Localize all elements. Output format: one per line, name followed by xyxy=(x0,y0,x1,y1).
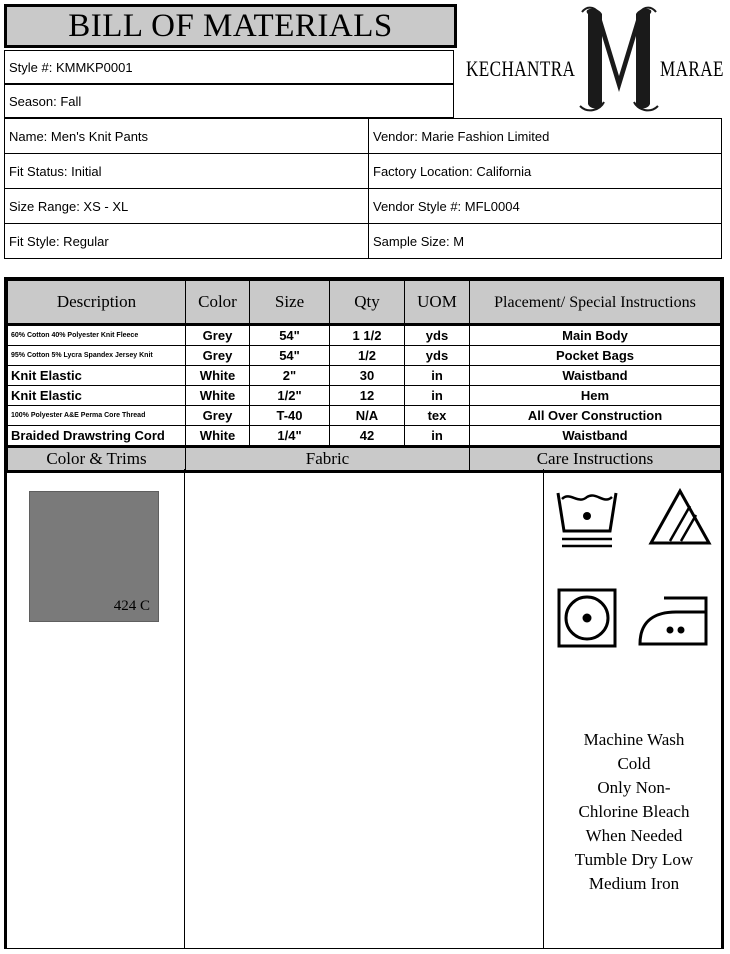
section-header-row xyxy=(8,447,721,472)
cell-uom: yds xyxy=(405,325,470,346)
info-vendor-style: Vendor Style #: MFL0004 xyxy=(369,189,722,224)
cell-color: Grey xyxy=(186,406,250,426)
cell-size: 54" xyxy=(250,346,330,366)
cell-qty: 42 xyxy=(330,426,405,447)
cell-description: Braided Drawstring Cord xyxy=(8,426,186,447)
care-line: Cold xyxy=(617,754,651,773)
section-color-trims: Color & Trims xyxy=(8,447,186,472)
cell-description: Knit Elastic xyxy=(8,386,186,406)
table-row xyxy=(8,426,721,447)
cell-qty: 30 xyxy=(330,366,405,386)
care-line: Only Non- xyxy=(597,778,671,797)
cell-uom: in xyxy=(405,366,470,386)
cell-qty: 1 1/2 xyxy=(330,325,405,346)
cell-size: 1/4" xyxy=(250,426,330,447)
divider-color-fabric xyxy=(184,469,185,948)
monogram-icon xyxy=(578,6,660,112)
col-header-description: Description xyxy=(8,281,186,325)
col-header-placement: Placement/ Special Instructions xyxy=(470,281,721,325)
col-header-color: Color xyxy=(186,281,250,325)
info-size-range: Size Range: XS - XL xyxy=(5,189,369,224)
cell-placement: All Over Construction xyxy=(470,406,721,426)
table-row xyxy=(8,325,721,346)
document-title: BILL OF MATERIALS xyxy=(4,4,457,48)
cell-description: 95% Cotton 5% Lycra Spandex Jersey Knit xyxy=(8,346,186,366)
info-fit-status: Fit Status: Initial xyxy=(5,154,369,189)
brand-logo xyxy=(458,6,728,114)
info-vendor: Vendor: Marie Fashion Limited xyxy=(369,119,722,154)
care-line: Chlorine Bleach xyxy=(578,802,690,821)
wash-cold-icon xyxy=(554,485,620,553)
cell-color: White xyxy=(186,366,250,386)
cell-uom: in xyxy=(405,426,470,447)
col-header-qty: Qty xyxy=(330,281,405,325)
cell-description: Knit Elastic xyxy=(8,366,186,386)
divider-fabric-care xyxy=(543,469,544,948)
cell-placement: Main Body xyxy=(470,325,721,346)
care-line: Medium Iron xyxy=(588,874,680,893)
cell-qty: 1/2 xyxy=(330,346,405,366)
care-line: Machine Wash xyxy=(583,730,685,749)
bom-table xyxy=(7,280,721,473)
cell-placement: Waistband xyxy=(470,366,721,386)
care-line: When Needed xyxy=(585,826,683,845)
cell-color: Grey xyxy=(186,325,250,346)
brand-right-text: MARAE xyxy=(660,56,724,81)
cell-size: T-40 xyxy=(250,406,330,426)
section-fabric: Fabric xyxy=(186,447,470,472)
cell-uom: yds xyxy=(405,346,470,366)
swatch-label: 424 C xyxy=(113,598,150,614)
col-header-uom: UOM xyxy=(405,281,470,325)
table-row xyxy=(8,346,721,366)
iron-medium-icon xyxy=(634,592,710,648)
cell-uom: tex xyxy=(405,406,470,426)
cell-description: 60% Cotton 40% Polyester Knit Fleece xyxy=(8,325,186,346)
info-grid xyxy=(4,118,722,259)
cell-size: 1/2" xyxy=(250,386,330,406)
info-name: Name: Men's Knit Pants xyxy=(5,119,369,154)
brand-left-text: KECHANTRA xyxy=(466,56,576,81)
cell-uom: in xyxy=(405,386,470,406)
cell-color: White xyxy=(186,386,250,406)
cell-description: 100% Polyester A&E Perma Core Thread xyxy=(8,406,186,426)
cell-size: 54" xyxy=(250,325,330,346)
table-row xyxy=(8,406,721,426)
col-header-size: Size xyxy=(250,281,330,325)
care-instructions-text xyxy=(548,728,720,896)
table-row xyxy=(8,386,721,406)
color-swatch xyxy=(29,491,159,622)
care-line: Tumble Dry Low xyxy=(574,850,694,869)
cell-placement: Hem xyxy=(470,386,721,406)
cell-color: White xyxy=(186,426,250,447)
cell-color: Grey xyxy=(186,346,250,366)
section-care-instructions: Care Instructions xyxy=(470,447,721,472)
cell-qty: 12 xyxy=(330,386,405,406)
info-fit-style: Fit Style: Regular xyxy=(5,224,369,259)
cell-placement: Waistband xyxy=(470,426,721,447)
cell-qty: N/A xyxy=(330,406,405,426)
non-chlorine-bleach-icon xyxy=(648,488,712,546)
info-factory-location: Factory Location: California xyxy=(369,154,722,189)
info-sample-size: Sample Size: M xyxy=(369,224,722,259)
season: Season: Fall xyxy=(4,84,454,118)
table-row xyxy=(8,366,721,386)
tumble-dry-low-icon xyxy=(557,588,617,648)
cell-placement: Pocket Bags xyxy=(470,346,721,366)
cell-size: 2" xyxy=(250,366,330,386)
style-number: Style #: KMMKP0001 xyxy=(4,50,454,84)
